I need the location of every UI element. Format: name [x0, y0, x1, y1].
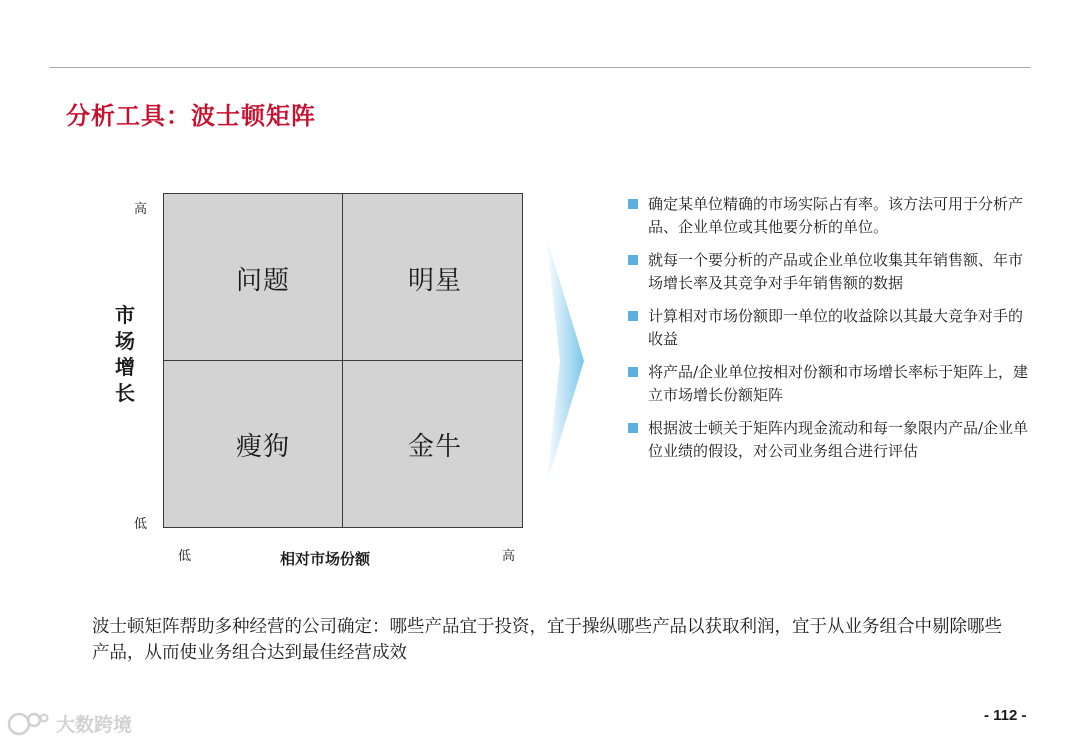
- quadrant-dog: 瘦狗: [236, 432, 291, 462]
- y-axis-low-label: 低: [134, 517, 148, 532]
- y-axis-high-label: 高: [134, 202, 148, 217]
- bullet-text: 计算相对市场份额即一单位的收益除以其最大竞争对手的收益: [648, 307, 1024, 348]
- bullet-item: [626, 305, 1036, 351]
- bullet-square-icon: [628, 311, 638, 321]
- quadrant-cash-cow: 金牛: [408, 432, 463, 462]
- bullet-item: [626, 249, 1036, 295]
- bullet-text: 根据波士顿关于矩阵内现金流动和每一象限内产品/企业单位业绩的假设，对公司业务组合进行评估: [648, 419, 1029, 460]
- page-title: 分析工具：波士顿矩阵: [66, 101, 316, 130]
- page-number: - 112 -: [984, 707, 1027, 724]
- bullet-item: [626, 193, 1036, 239]
- watermark-logo-icon: [6, 711, 50, 737]
- bullet-text: 确定某单位精确的市场实际占有率。该方法可用于分析产品、企业单位或其他要分析的单位。: [648, 195, 1024, 236]
- bullet-text: 就每一个要分析的产品或企业单位收集其年销售额、年市场增长率及其竞争对手年销售额的数据: [648, 251, 1024, 292]
- quadrant-question-mark: 问题: [236, 266, 291, 296]
- bullet-square-icon: [628, 423, 638, 433]
- boston-matrix: [163, 193, 523, 528]
- watermark-text: 大数跨境: [56, 714, 133, 736]
- bullet-list: [626, 193, 1036, 473]
- quadrant-star: 明星: [408, 266, 463, 296]
- bullet-item: [626, 417, 1036, 463]
- x-axis-high-label: 高: [502, 549, 516, 564]
- matrix-horizontal-divider: [164, 360, 522, 361]
- chevron-right-arrow-icon: [546, 236, 586, 486]
- bullet-square-icon: [628, 199, 638, 209]
- x-axis-low-label: 低: [178, 549, 192, 564]
- bullet-square-icon: [628, 367, 638, 377]
- summary-text: 波士顿矩阵帮助多种经营的公司确定：哪些产品宜于投资，宜于操纵哪些产品以获取利润，宜于从业务组合中剔除哪些产品，从而使业务组合达到最佳经营成效: [92, 617, 1002, 663]
- bullet-text: 将产品/企业单位按相对份额和市场增长率标于矩阵上，建立市场增长份额矩阵: [648, 363, 1029, 404]
- x-axis-title: 相对市场份额: [280, 550, 371, 568]
- y-axis-title: 市场增长: [115, 303, 135, 405]
- header-divider: [50, 67, 1030, 68]
- bullet-item: [626, 361, 1036, 407]
- watermark: [6, 710, 132, 737]
- bullet-square-icon: [628, 255, 638, 265]
